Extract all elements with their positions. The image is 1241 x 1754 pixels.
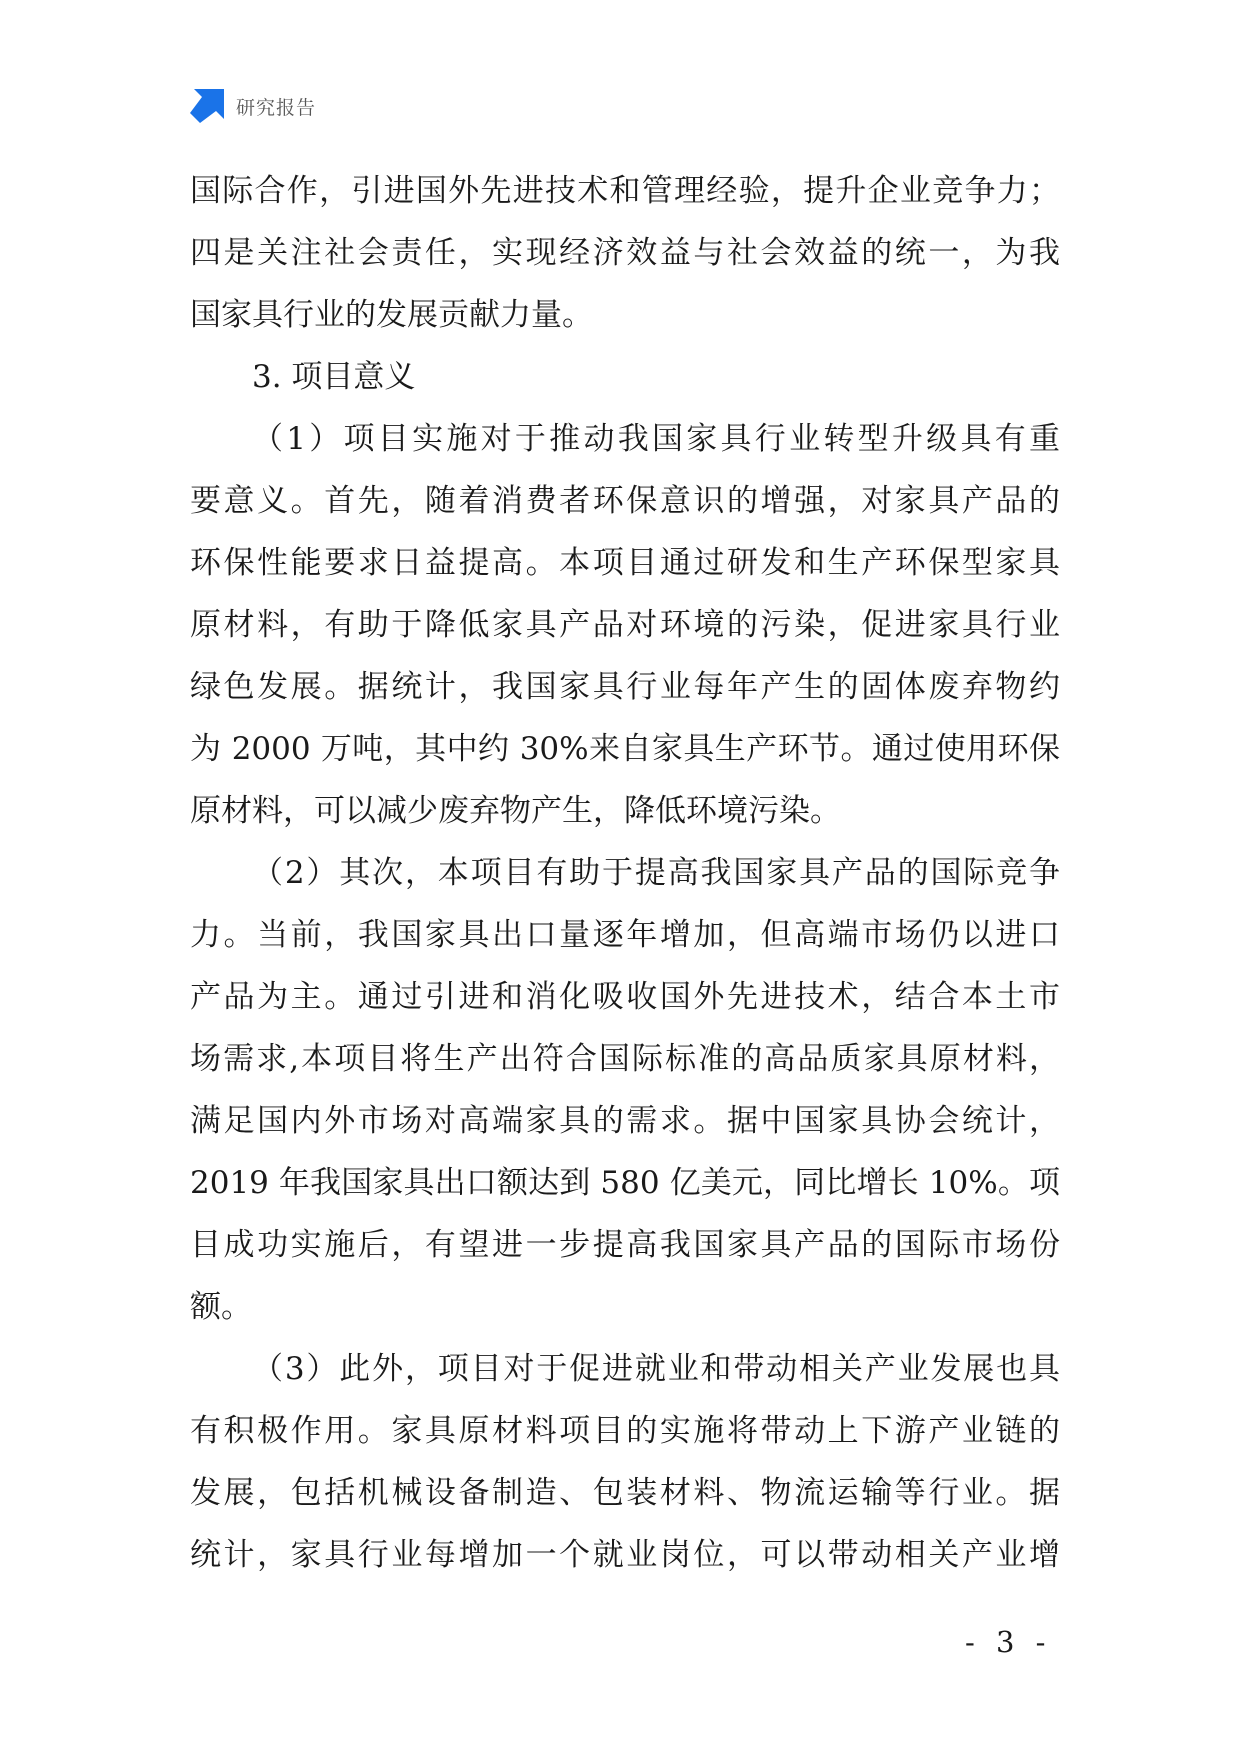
text-line: 力。当前，我国家具出口量逐年增加，但高端市场仍以进口 [190,917,1060,953]
text-line: 要意义。首先，随着消费者环保意识的增强，对家具产品的 [190,483,1060,519]
text-line: 统计，家具行业每增加一个就业岗位，可以带动相关产业增 [190,1537,1060,1573]
text-line: 有积极作用。家具原材料项目的实施将带动上下游产业链的 [190,1413,1060,1449]
arrow-up-right-icon [190,89,224,123]
text-line: 为 2000 万吨，其中约 30%来自家具生产环节。通过使用环保 [190,731,1060,767]
text-line: （3）此外，项目对于促进就业和带动相关产业发展也具 [252,1351,1060,1387]
header-title: 研究报告 [236,96,317,119]
text-line: （2）其次，本项目有助于提高我国家具产品的国际竞争 [252,855,1060,891]
section-heading: 3. 项目意义 [252,359,416,395]
text-line: 国际合作，引进国外先进技术和管理经验，提升企业竞争力； [190,173,1060,209]
text-line: 产品为主。通过引进和消化吸收国外先进技术，结合本土市 [190,979,1060,1015]
text-line: （1）项目实施对于推动我国家具行业转型升级具有重 [252,421,1060,457]
text-line: 国家具行业的发展贡献力量。 [190,297,593,333]
page-number: - 3 - [965,1625,1052,1659]
document-body [190,160,1060,1586]
text-line: 环保性能要求日益提高。本项目通过研发和生产环保型家具 [190,545,1060,581]
text-line: 发展，包括机械设备制造、包装材料、物流运输等行业。据 [190,1475,1060,1511]
page-header [190,88,316,124]
text-line: 目成功实施后，有望进一步提高我国家具产品的国际市场份 [190,1227,1060,1263]
text-line: 绿色发展。据统计，我国家具行业每年产生的固体废弃物约 [190,669,1060,705]
text-line: 原材料，可以减少废弃物产生，降低环境污染。 [190,793,841,829]
text-line: 额。 [190,1289,252,1325]
text-line: 满足国内外市场对高端家具的需求。据中国家具协会统计， [190,1103,1060,1139]
text-line: 场需求,本项目将生产出符合国际标准的高品质家具原材料， [190,1041,1060,1077]
text-line: 2019 年我国家具出口额达到 580 亿美元，同比增长 10%。项 [190,1165,1060,1201]
text-line: 原材料，有助于降低家具产品对环境的污染，促进家具行业 [190,607,1060,643]
text-line: 四是关注社会责任，实现经济效益与社会效益的统一，为我 [190,235,1060,271]
